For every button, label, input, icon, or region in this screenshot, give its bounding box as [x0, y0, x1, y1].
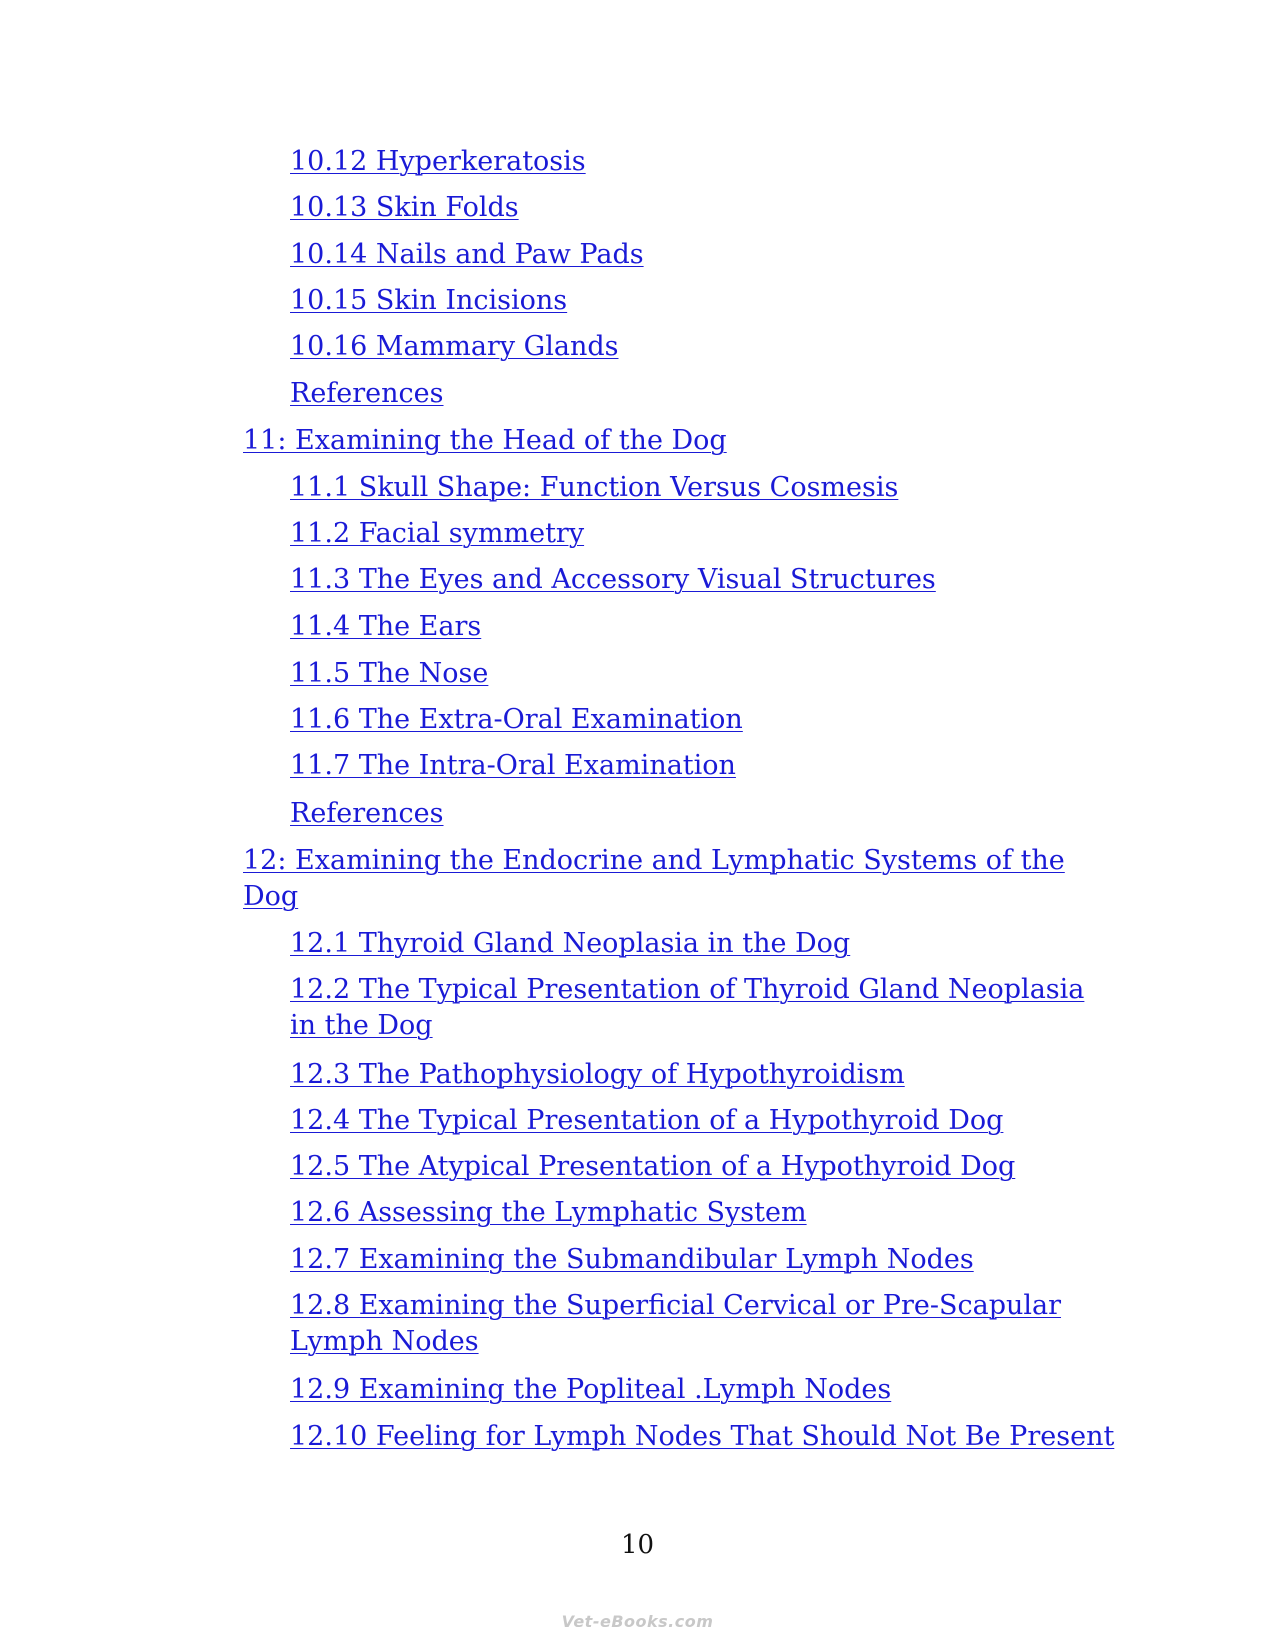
toc-link-12-9[interactable]: 12.9 Examining the Popliteal .Lymph Nodes: [290, 1374, 892, 1405]
toc-link-11-6[interactable]: 11.6 The Extra-Oral Examination: [290, 704, 743, 735]
toc-link-10-16[interactable]: 10.16 Mammary Glands: [290, 331, 619, 362]
toc-link-chapter-11[interactable]: 11: Examining the Head of the Dog: [243, 425, 727, 456]
toc-link-ch10-references[interactable]: References: [290, 378, 444, 409]
toc-link-10-13[interactable]: 10.13 Skin Folds: [290, 192, 519, 223]
toc-link-10-14[interactable]: 10.14 Nails and Paw Pads: [290, 239, 644, 270]
toc-link-12-7[interactable]: 12.7 Examining the Submandibular Lymph Nodes: [290, 1244, 974, 1275]
toc-link-11-7[interactable]: 11.7 The Intra-Oral Examination: [290, 750, 736, 781]
toc-link-12-4[interactable]: 12.4 The Typical Presentation of a Hypothyroid Dog: [290, 1105, 1004, 1136]
toc-link-12-6[interactable]: 12.6 Assessing the Lymphatic System: [290, 1197, 807, 1228]
toc-link-11-2[interactable]: 11.2 Facial symmetry: [290, 518, 585, 549]
toc-link-12-10[interactable]: 12.10 Feeling for Lymph Nodes That Should Not Be Present: [290, 1421, 1115, 1452]
toc-link-11-4[interactable]: 11.4 The Ears: [290, 611, 482, 642]
toc-link-ch11-references[interactable]: References: [290, 798, 444, 829]
toc-link-chapter-12[interactable]: 12: Examining the Endocrine and Lymphatic Systems of the Dog: [243, 845, 1065, 912]
toc-link-12-8[interactable]: 12.8 Examining the Superficial Cervical or Pre-Scapular Lymph Nodes: [290, 1290, 1062, 1357]
page-number: 10: [620, 1530, 655, 1560]
toc-link-12-1[interactable]: 12.1 Thyroid Gland Neoplasia in the Dog: [290, 928, 851, 959]
toc-link-11-1[interactable]: 11.1 Skull Shape: Function Versus Cosmesis: [290, 472, 899, 503]
toc-link-12-3[interactable]: 12.3 The Pathophysiology of Hypothyroidism: [290, 1059, 905, 1090]
toc-link-12-2[interactable]: 12.2 The Typical Presentation of Thyroid Gland Neoplasia in the Dog: [290, 974, 1085, 1041]
toc-link-12-5[interactable]: 12.5 The Atypical Presentation of a Hypothyroid Dog: [290, 1151, 1016, 1182]
watermark-logo: Vet-eBooks.com: [561, 1612, 714, 1631]
toc-link-10-12[interactable]: 10.12 Hyperkeratosis: [290, 146, 586, 177]
toc-link-11-5[interactable]: 11.5 The Nose: [290, 658, 489, 689]
toc-link-11-3[interactable]: 11.3 The Eyes and Accessory Visual Structures: [290, 564, 936, 595]
toc-link-10-15[interactable]: 10.15 Skin Incisions: [290, 285, 568, 316]
